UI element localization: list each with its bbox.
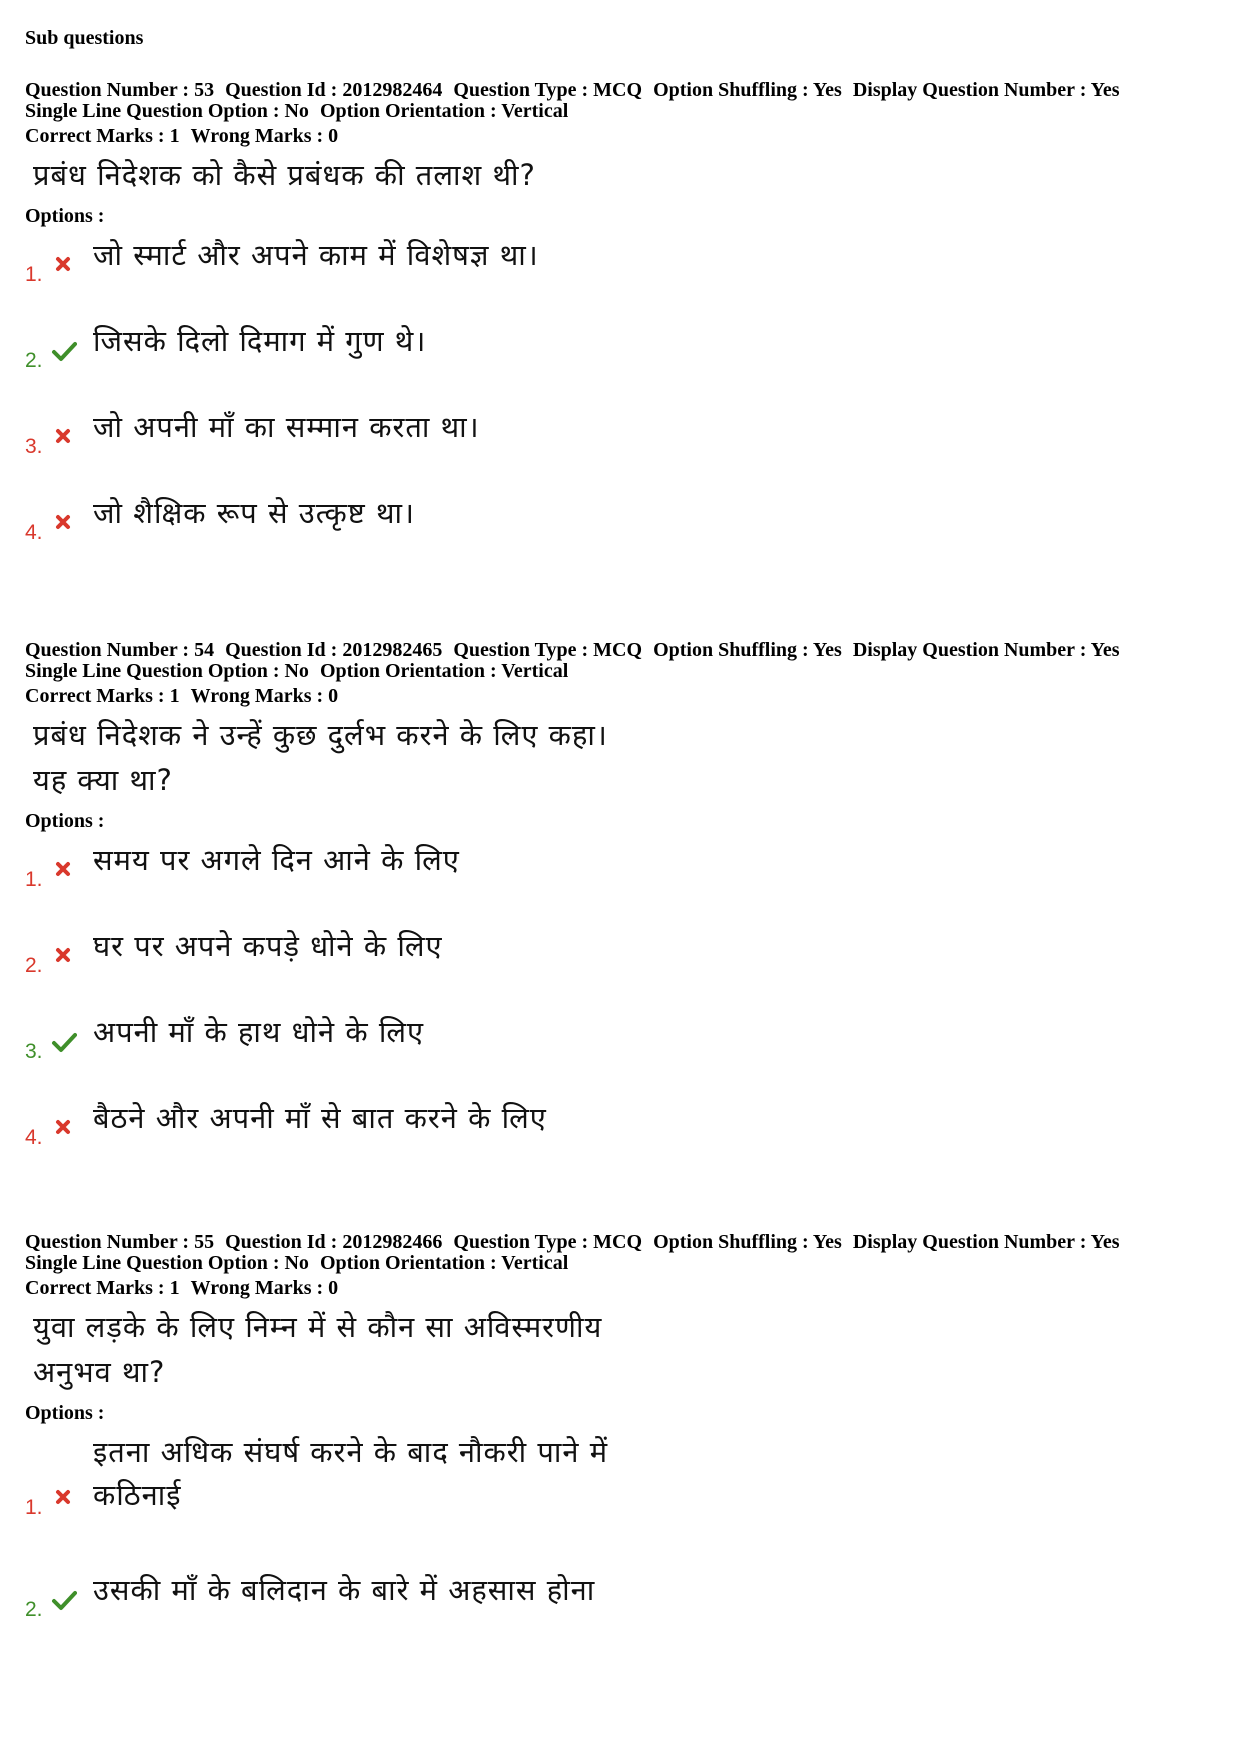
option-text-line: जो शैक्षिक रूप से उत्कृष्ट था। (93, 496, 415, 530)
meta-row-2 (25, 661, 1215, 682)
marks-row (25, 126, 1215, 147)
option-text-line: उसकी माँ के बलिदान के बारे में अहसास होना (93, 1573, 596, 1607)
option-text-line: इतना अधिक संघर्ष करने के बाद नौकरी पाने में (93, 1435, 609, 1469)
options-list (25, 833, 1215, 1177)
options-label: Options : (25, 1402, 105, 1424)
marks-field: Correct Marks : 1 (25, 1277, 180, 1299)
marks-field: Correct Marks : 1 (25, 685, 180, 707)
options-list (25, 1425, 1215, 1649)
question-stem (33, 713, 1215, 803)
option-number: 3. (25, 435, 43, 458)
option-item (25, 400, 1215, 486)
marks-row (25, 686, 1215, 707)
meta-field: Single Line Question Option : No (25, 100, 309, 122)
meta-field: Option Shuffling : Yes (653, 639, 842, 661)
meta-field: Display Question Number : Yes (852, 639, 1120, 661)
meta-field: Question Number : 54 (25, 639, 215, 661)
question-block (25, 80, 1215, 572)
option-text-line: समय पर अगले दिन आने के लिए (93, 843, 460, 877)
stem-line: यह क्या था? (33, 763, 173, 797)
option-text (93, 1569, 595, 1612)
meta-row-1 (25, 1232, 1215, 1253)
option-item (25, 1425, 1215, 1563)
cross-icon (51, 512, 77, 534)
section-title: Sub questions (25, 27, 144, 49)
option-item (25, 486, 1215, 572)
option-item (25, 314, 1215, 400)
option-item (25, 1563, 1215, 1649)
option-number: 2. (25, 349, 43, 372)
marks-field: Correct Marks : 1 (25, 125, 180, 147)
meta-field: Question Id : 2012982464 (225, 79, 443, 101)
option-number: 1. (25, 868, 43, 891)
option-text (93, 1097, 547, 1140)
meta-field: Single Line Question Option : No (25, 1252, 309, 1274)
option-text-line: जो स्मार्ट और अपने काम में विशेषज्ञ था। (93, 238, 539, 272)
meta-field: Question Id : 2012982465 (225, 639, 443, 661)
option-number: 1. (25, 1496, 43, 1519)
check-icon (51, 340, 77, 362)
option-item (25, 1005, 1215, 1091)
option-text (93, 839, 460, 882)
meta-field: Single Line Question Option : No (25, 660, 309, 682)
cross-icon (51, 945, 77, 967)
meta-row-1 (25, 80, 1215, 101)
cross-icon (51, 1487, 77, 1509)
meta-field: Option Orientation : Vertical (319, 660, 569, 682)
stem-line: प्रबंध निदेशक को कैसे प्रबंधक की तलाश थी? (33, 158, 536, 192)
option-text (93, 320, 426, 363)
meta-field: Question Number : 53 (25, 79, 215, 101)
option-text (93, 925, 443, 968)
meta-row-1 (25, 640, 1215, 661)
option-text (93, 1011, 424, 1054)
check-icon (51, 1589, 77, 1611)
cross-icon (51, 426, 77, 448)
option-text (93, 1431, 608, 1517)
meta-field: Display Question Number : Yes (852, 1231, 1120, 1253)
marks-row (25, 1278, 1215, 1299)
cross-icon (51, 254, 77, 276)
option-text (93, 406, 480, 449)
question-stem (33, 153, 1215, 198)
option-item (25, 228, 1215, 314)
meta-field: Option Shuffling : Yes (653, 1231, 842, 1253)
meta-field: Question Type : MCQ (453, 639, 643, 661)
meta-field: Question Type : MCQ (453, 79, 643, 101)
option-number: 2. (25, 1598, 43, 1621)
meta-field: Question Id : 2012982466 (225, 1231, 443, 1253)
question-meta (25, 1232, 1215, 1299)
marks-field: Wrong Marks : 0 (190, 125, 339, 147)
option-text-line: जो अपनी माँ का सम्मान करता था। (93, 410, 480, 444)
option-item (25, 1091, 1215, 1177)
meta-field: Option Orientation : Vertical (319, 100, 569, 122)
meta-field: Display Question Number : Yes (852, 79, 1120, 101)
cross-icon (51, 859, 77, 881)
meta-row-2 (25, 1253, 1215, 1274)
option-number: 4. (25, 1126, 43, 1149)
check-icon (51, 1031, 77, 1053)
option-text-line: बैठने और अपनी माँ से बात करने के लिए (93, 1101, 547, 1135)
option-text-line: अपनी माँ के हाथ धोने के लिए (93, 1015, 425, 1049)
options-label: Options : (25, 205, 105, 227)
cross-icon (51, 1117, 77, 1139)
option-number: 3. (25, 1040, 43, 1063)
option-text-line: कठिनाई (93, 1478, 182, 1512)
options-list (25, 228, 1215, 572)
stem-line: अनुभव था? (33, 1355, 166, 1389)
option-text-line: घर पर अपने कपड़े धोने के लिए (93, 929, 443, 963)
option-text (93, 234, 539, 277)
marks-field: Wrong Marks : 0 (190, 685, 339, 707)
question-meta (25, 640, 1215, 707)
meta-field: Question Type : MCQ (453, 1231, 643, 1253)
meta-field: Question Number : 55 (25, 1231, 215, 1253)
option-text-line: जिसके दिलो दिमाग में गुण थे। (93, 324, 427, 358)
stem-line: प्रबंध निदेशक ने उन्हें कुछ दुर्लभ करने के लिए कहा। (33, 718, 608, 752)
marks-field: Wrong Marks : 0 (190, 1277, 339, 1299)
option-item (25, 833, 1215, 919)
question-stem (33, 1305, 1215, 1395)
stem-line: युवा लड़के के लिए निम्न में से कौन सा अविस्मरणीय (33, 1310, 603, 1344)
question-meta (25, 80, 1215, 147)
option-number: 1. (25, 263, 43, 286)
options-label: Options : (25, 810, 105, 832)
meta-field: Option Orientation : Vertical (319, 1252, 569, 1274)
meta-row-2 (25, 101, 1215, 122)
question-block (25, 1232, 1215, 1649)
option-number: 4. (25, 521, 43, 544)
option-number: 2. (25, 954, 43, 977)
question-block (25, 640, 1215, 1177)
option-text (93, 492, 415, 535)
meta-field: Option Shuffling : Yes (653, 79, 842, 101)
option-item (25, 919, 1215, 1005)
